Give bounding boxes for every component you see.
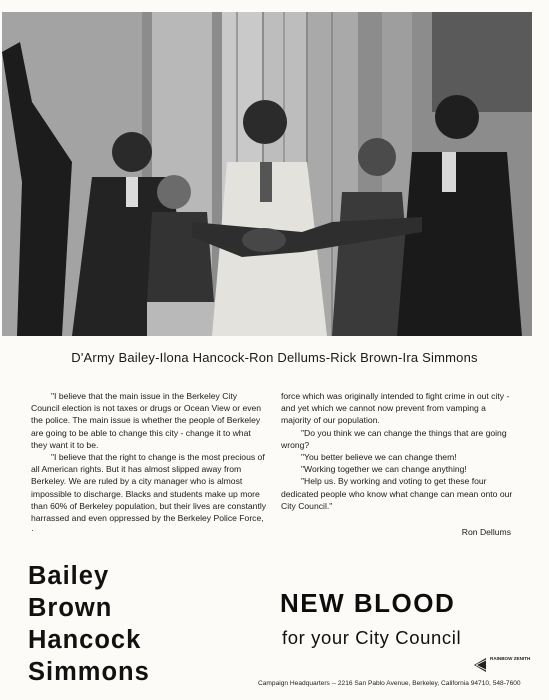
candidate-name: Brown: [28, 594, 113, 622]
quote-paragraph: "Working together we can change anything!: [301, 464, 467, 475]
quote-paragraph: "You better believe we can change them!: [301, 452, 457, 463]
candidate-name: Bailey: [28, 562, 110, 590]
subheadline: for your City Council: [282, 627, 462, 648]
quote-paragraph: force which was originally intended to fight crime in out city - and yet which we cannot now prevent from vamping a majority of our population.: [281, 391, 510, 426]
logo-text: RAINBOW ZENITH: [490, 656, 531, 661]
quote-right-column: [281, 390, 517, 538]
photo-caption: D'Army Bailey-Ilona Hancock-Ron Dellums-Rick Brown-Ira Simmons: [71, 350, 478, 365]
candidate-name: Simmons: [28, 658, 150, 686]
quote-paragraph: "I believe that the main issue in the Berkeley City Council election is not taxes or drugs or Ocean View or even the police. The main issue is whether the people of Berkeley are going to be able to change this city - change it to what they want it to be.: [31, 391, 262, 450]
candidate-name: Hancock: [28, 626, 142, 654]
quote-left-column: [31, 390, 267, 536]
quote-signature: Ron Dellums: [461, 527, 511, 538]
candidates-photo: [2, 12, 532, 336]
quote-paragraph: "I believe that the right to change is the most precious of all American rights. But it has almost slipped away from Berkeley. We are ruled by a city manager who is almost impossible to discharge. Blacks and students make up more than 60% of Berkeley population, but their lives are constantly harrassed and even oppressed by the Berkeley Police Force, ·: [31, 452, 267, 536]
headline: NEW BLOOD: [280, 588, 456, 618]
campaign-footer: Campaign Headquarters -- 2216 San Pablo Avenue, Berkeley, California 94710, 548-7600: [258, 680, 521, 687]
quote-paragraph: "Help us. By working and voting to get these four dedicated people who know what change can mean onto our City Council.": [281, 476, 513, 511]
candidate-names: [28, 560, 150, 688]
quote-paragraph: "Do you think we can change the things that are going wrong?: [281, 427, 507, 450]
